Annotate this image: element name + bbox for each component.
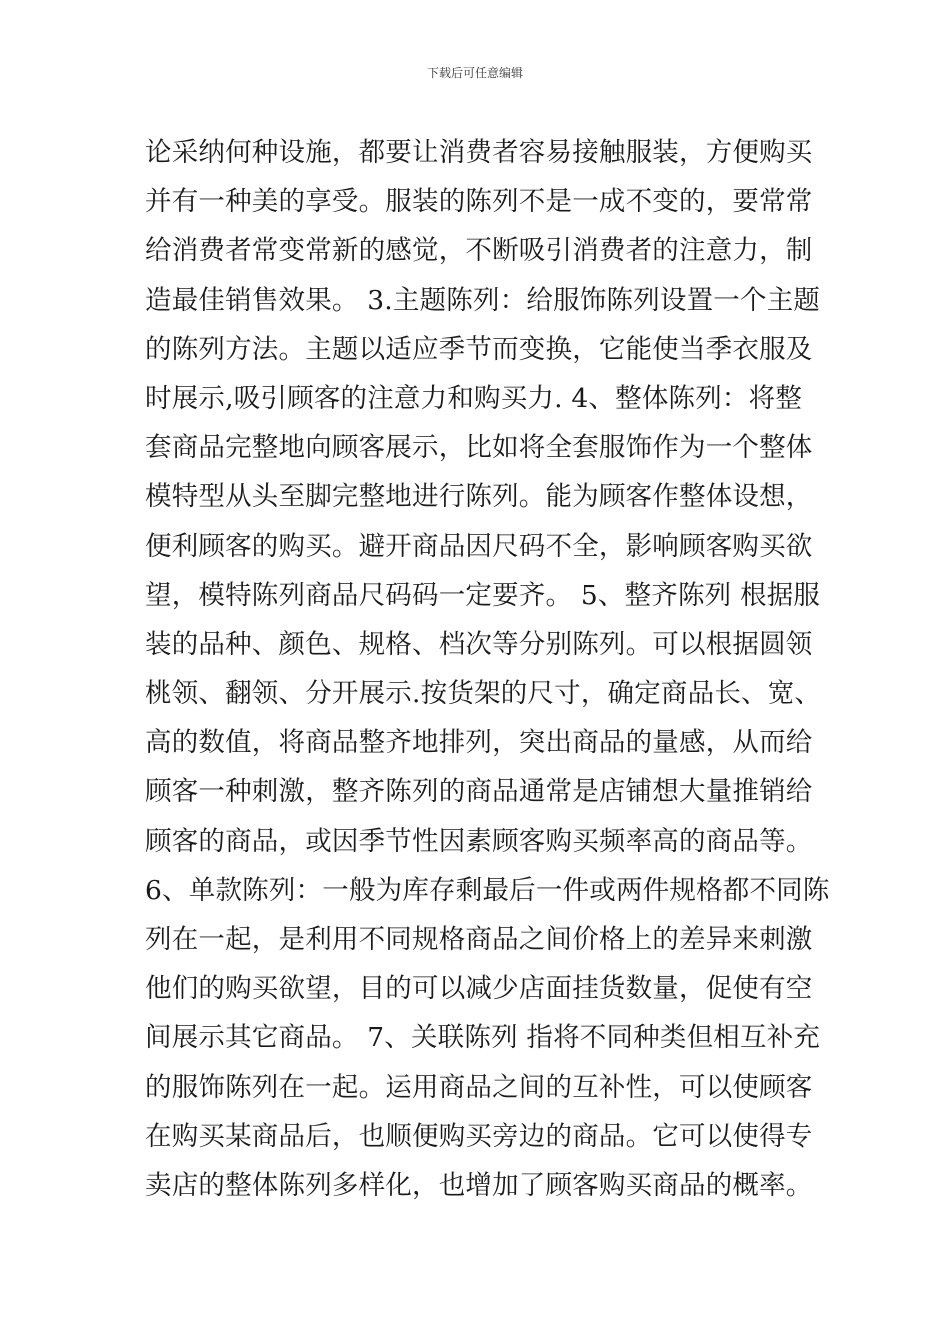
body-line-4: 造最佳销售效果。 3.主题陈列：给服饰陈列设置一个主题: [145, 284, 821, 316]
body-line-6: 时展示,吸引顾客的注意力和购买力. 4、整体陈列：将整: [145, 382, 803, 414]
body-line-14: 顾客一种刺激，整齐陈列的商品通常是店铺想大量推销给: [145, 776, 813, 808]
document-body: [145, 128, 830, 1210]
body-line-16: 6、单款陈列：一般为库存剩最后一件或两件规格都不同陈: [145, 874, 830, 906]
page-header-note: 下载后可任意编辑: [426, 66, 523, 80]
body-line-12: 桃领、翻领、分开展示.按货架的尺寸，确定商品长、宽、: [145, 678, 822, 710]
body-line-13: 高的数值，将商品整齐地排列，突出商品的量感，从而给: [145, 727, 813, 759]
body-line-5: 的陈列方法。主题以适应季节而变换，它能使当季衣服及: [145, 333, 813, 365]
body-line-1: 论采纳何种设施，都要让消费者容易接触服装，方便购买: [145, 137, 813, 168]
body-line-20: 的服饰陈列在一起。运用商品之间的互补性，可以使顾客: [145, 1071, 813, 1103]
body-line-19: 间展示其它商品。 7、关联陈列 指将不同种类但相互补充: [145, 1022, 821, 1054]
body-line-8: 模特型从头至脚完整地进行陈列。能为顾客作整体设想，: [145, 481, 813, 513]
body-line-17: 列在一起，是利用不同规格商品之间价格上的差异来刺激: [145, 924, 813, 955]
body-line-22: 卖店的整体陈列多样化，也增加了顾客购买商品的概率。: [145, 1169, 813, 1201]
body-line-21: 在购买某商品后，也顺便购买旁边的商品。它可以使得专: [145, 1120, 813, 1152]
body-line-11: 装的品种、颜色、规格、档次等分别陈列。可以根据圆领: [145, 628, 813, 660]
body-line-9: 便利顾客的购买。避开商品因尺码不全，影响顾客购买欲: [145, 530, 813, 562]
body-line-18: 他们的购买欲望，目的可以减少店面挂货数量，促使有空: [145, 973, 813, 1005]
body-line-2: 并有一种美的享受。服装的陈列不是一成不变的，要常常: [145, 186, 813, 218]
body-line-3: 给消费者常变常新的感觉，不断吸引消费者的注意力，制: [145, 235, 813, 267]
body-line-15: 顾客的商品，或因季节性因素顾客购买频率高的商品等。: [145, 825, 813, 857]
body-line-10: 望，模特陈列商品尺码码一定要齐。 5、整齐陈列 根据服: [145, 579, 821, 611]
body-line-7: 套商品完整地向顾客展示，比如将全套服饰作为一个整体: [145, 432, 813, 464]
